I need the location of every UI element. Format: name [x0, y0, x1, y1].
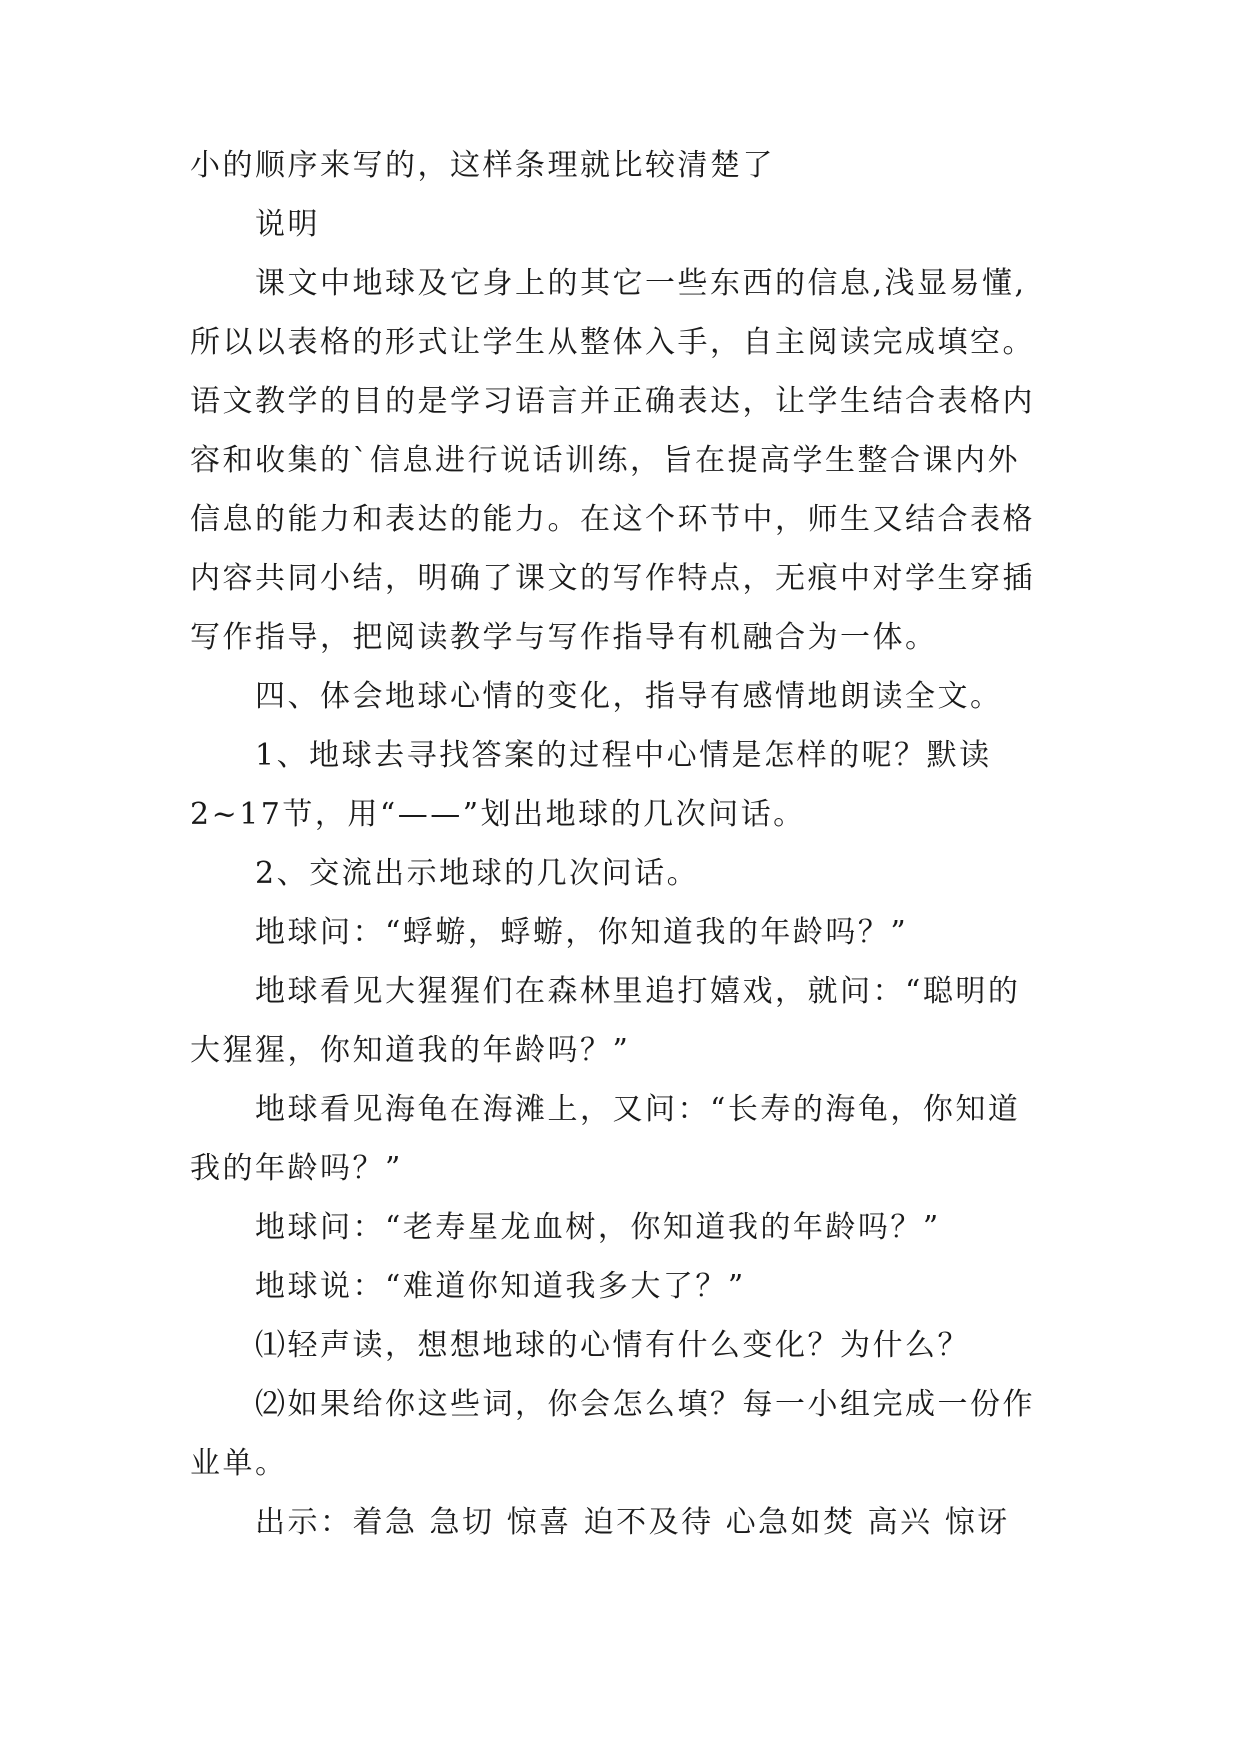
paragraph-line: 2、交流出示地球的几次问话。 [255, 856, 700, 891]
paragraph-line: 内容共同小结，明确了课文的写作特点，无痕中对学生穿插 [190, 561, 1035, 596]
paragraph-line: 小的顺序来写的，这样条理就比较清楚了 [190, 148, 775, 183]
word-list-line: 出示：着急 急切 惊喜 迫不及待 心急如焚 高兴 惊讶 [255, 1505, 1010, 1540]
paragraph-line: 所以以表格的形式让学生从整体入手，自主阅读完成填空。 [190, 325, 1035, 360]
paragraph-line: 信息的能力和表达的能力。在这个环节中，师生又结合表格 [190, 502, 1035, 537]
paragraph-line: ⑵如果给你这些词，你会怎么填？每一小组完成一份作 [255, 1387, 1035, 1422]
section-heading: 四、体会地球心情的变化，指导有感情地朗读全文。 [255, 679, 1003, 714]
quote-line: 地球看见大猩猩们在森林里追打嬉戏，就问：“聪明的 [255, 974, 1021, 1009]
quote-line: 大猩猩，你知道我的年龄吗？” [190, 1033, 631, 1068]
paragraph-line: 写作指导，把阅读教学与写作指导有机融合为一体。 [190, 620, 938, 655]
paragraph-line: 语文教学的目的是学习语言并正确表达，让学生结合表格内 [190, 384, 1035, 419]
paragraph-line: 课文中地球及它身上的其它一些东西的信息,浅显易懂, [255, 266, 1027, 301]
paragraph-line: 1、地球去寻找答案的过程中心情是怎样的呢？默读 [255, 738, 992, 773]
quote-line: 地球问：“蜉蝣，蜉蝣，你知道我的年龄吗？” [255, 915, 909, 950]
quote-line: 地球问：“老寿星龙血树，你知道我的年龄吗？” [255, 1210, 941, 1245]
paragraph-line: 2~17节，用“——”划出地球的几次问话。 [190, 797, 806, 832]
paragraph-line: ⑴轻声读，想想地球的心情有什么变化？为什么？ [255, 1328, 970, 1363]
quote-line: 我的年龄吗？” [190, 1151, 403, 1186]
quote-line: 地球看见海龟在海滩上，又问：“长寿的海龟，你知道 [255, 1092, 1021, 1127]
paragraph-line: 业单。 [190, 1446, 288, 1481]
paragraph-line: 容和收集的`信息进行说话训练，旨在提高学生整合课内外 [190, 443, 1020, 478]
quote-line: 地球说：“难道你知道我多大了？” [255, 1269, 746, 1304]
section-heading: 说明 [255, 207, 320, 242]
